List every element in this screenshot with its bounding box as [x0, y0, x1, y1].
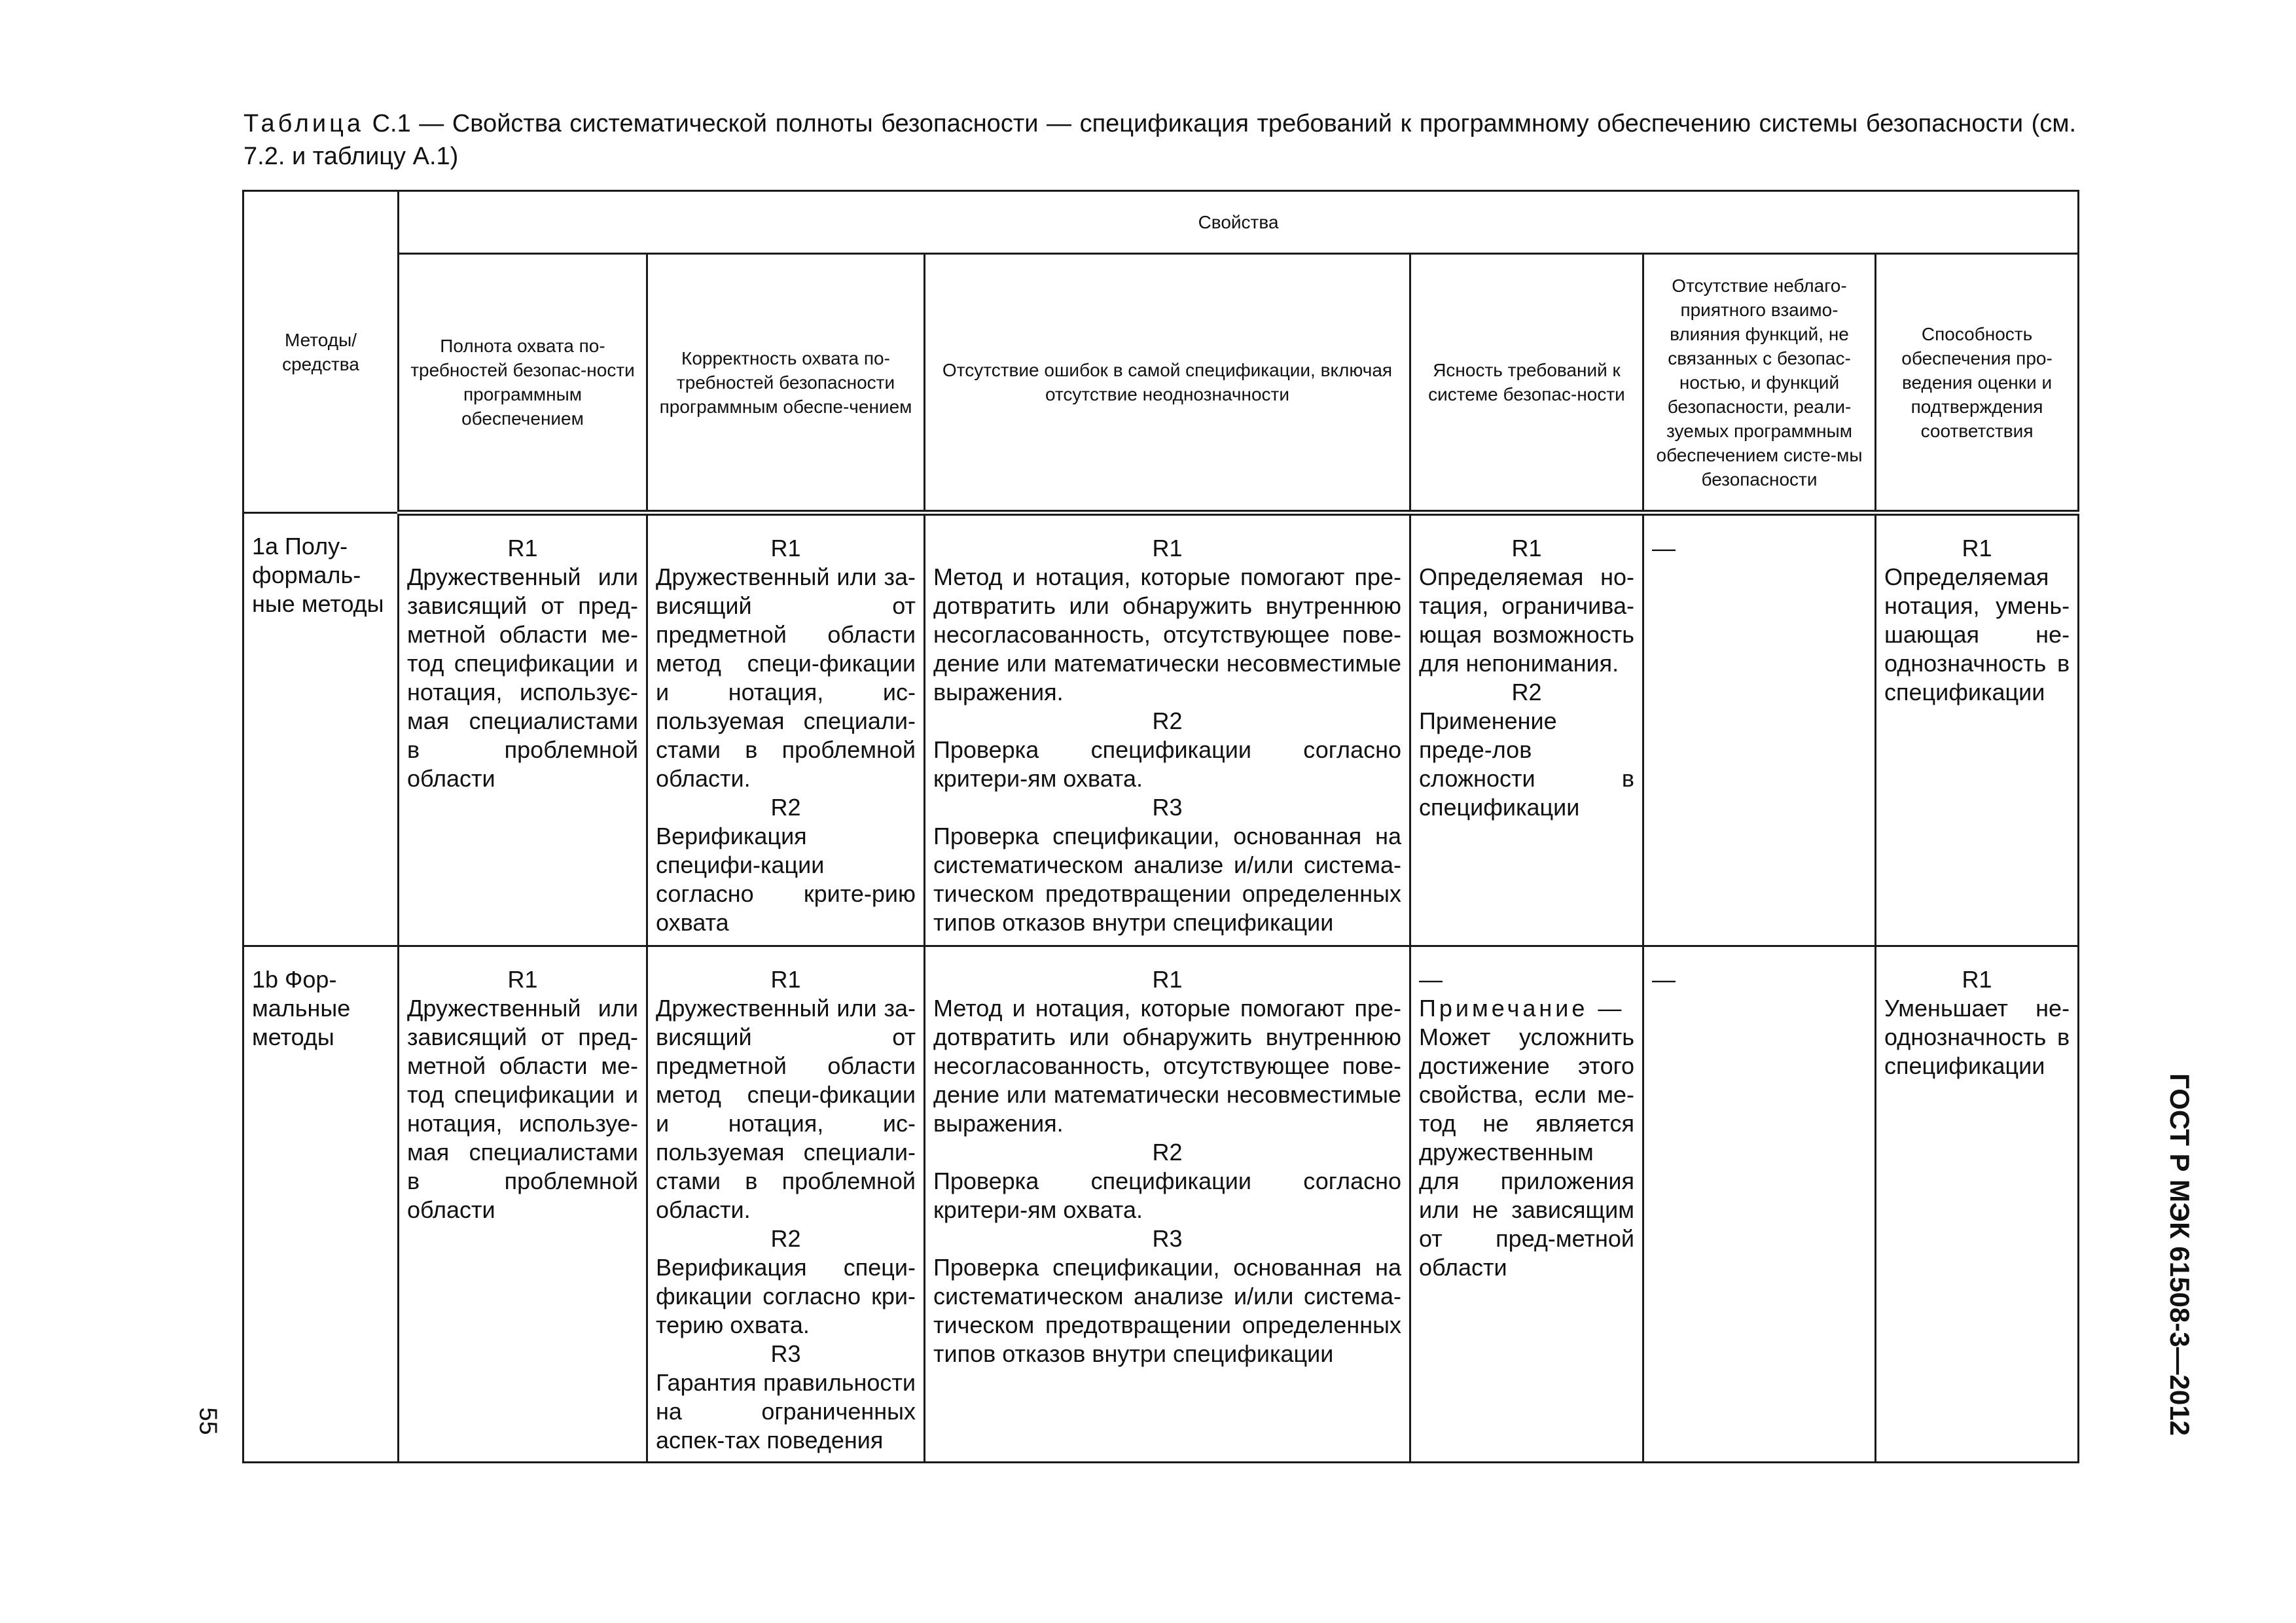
cell-text: Дружественный или за-висящий от предметной области метод специ-фикации и нотация, ис-пользуемая специали-стами в проблемной области.: [656, 563, 916, 792]
rating: R1: [1962, 535, 1992, 562]
row-method: 1a Полу-формаль-ные методы: [243, 513, 399, 946]
cell-text: Верификация специ-фикации согласно кри-терию охвата.: [656, 1254, 916, 1338]
cell-text: Метод и нотация, которые помогают пре-дотвратить или обнаружить внутреннюю несогласованность, отсутствующее пове-дение или математически несовместимые выражения.: [933, 995, 1401, 1137]
cell-text: Верификация специфи-кации согласно крите-рию охвата: [656, 823, 916, 936]
document-side-title: ГОСТ Р МЭК 61508-3—2012: [2164, 1073, 2195, 1436]
cell-text: Определяемая нотация, умень-шающая не-однозначность в спецификации: [1884, 563, 2070, 705]
cell-text: Проверка спецификации согласно критери-ям охвата.: [933, 736, 1401, 792]
rating: R2: [1152, 707, 1183, 734]
note-label: Примечание —: [1419, 995, 1625, 1022]
cell-text: Применение преде-лов сложности в спецификации: [1419, 707, 1634, 821]
rating: R1: [1511, 535, 1542, 562]
rating: R3: [770, 1340, 801, 1367]
table-cell: [1643, 513, 1876, 946]
rating: R1: [1152, 535, 1183, 562]
table-cell: [925, 946, 1410, 1463]
rating: R1: [507, 966, 538, 993]
header-col-completeness: Полнота охвата по-требностей безопас-ности программным обеспечением: [399, 254, 647, 513]
rating: R1: [507, 535, 538, 562]
header-col-assessment: Способность обеспечения про-ведения оценки и подтверждения соответствия: [1876, 254, 2079, 513]
cell-text: Проверка спецификации, основанная на систематическом анализе и/или система-тическом предотвращении определенных типов отказов внутри спецификации: [933, 1254, 1401, 1367]
page-number: 55: [194, 1407, 222, 1435]
dash: —: [1652, 535, 1676, 562]
header-col-freedom-from-interference: Отсутствие неблаго-приятного взаимо-влияния функций, не связанных с безопас-ностью, и функций безопасности, реали-зуемых программным обеспечением систе-мы безопасности: [1643, 254, 1876, 513]
cell-text: Уменьшает не-однозначность в спецификации: [1884, 995, 2070, 1079]
dash: —: [1652, 966, 1676, 993]
rating: R2: [770, 794, 801, 821]
header-col-freedom-from-faults: Отсутствие ошибок в самой спецификации, включая отсутствие неоднозначности: [925, 254, 1410, 513]
table-cell: [1643, 946, 1876, 1463]
dash: —: [1419, 966, 1443, 993]
cell-text: Может усложнить достижение этого свойства, если ме-тод не является дружественным для приложения или не зависящим от пред-метной области: [1419, 1024, 1634, 1281]
header-properties: Свойства: [399, 191, 2079, 254]
properties-table: [242, 190, 2079, 1463]
table-cell: [1410, 946, 1643, 1463]
table-cell: [1876, 513, 2079, 946]
cell-text: Дружественный или за-висящий от предметной области метод специ-фикации и нотация, ис-пользуемая специали-стами в проблемной области.: [656, 995, 916, 1223]
caption-text: C.1 — Свойства систематической полноты безопасности — спецификация требований к программному обеспечению системы безопасности (см. 7.2. и таблицу A.1): [243, 110, 2076, 170]
header-col-understandability: Ясность требований к системе безопас-ности: [1410, 254, 1643, 513]
table-row: [243, 946, 2079, 1463]
row-method: 1b Фор-мальные методы: [243, 946, 399, 1463]
rating: R2: [770, 1225, 801, 1252]
cell-text: Проверка спецификации, основанная на систематическом анализе и/или система-тическом предотвращении определенных типов отказов внутри спецификации: [933, 823, 1401, 936]
rating: R1: [1152, 966, 1183, 993]
table-row: [243, 513, 2079, 946]
header-methods: Методы/ средства: [243, 191, 399, 513]
cell-text: Дружественный или зависящий от пред-метной области ме-тод спецификации и нотация, использує-мая специалистами в проблемной области: [407, 563, 638, 792]
table-cell: [925, 513, 1410, 946]
table-caption: [243, 107, 2076, 173]
table-cell: [647, 946, 925, 1463]
table-cell: [1876, 946, 2079, 1463]
cell-text: Гарантия правильности на ограниченных аспек-тах поведения: [656, 1369, 916, 1454]
rating: R1: [770, 966, 801, 993]
rating: R3: [1152, 794, 1183, 821]
cell-text: Метод и нотация, которые помогают пре-дотвратить или обнаружить внутреннюю несогласованность, отсутствующее пове-дение или математически несовместимые выражения.: [933, 563, 1401, 705]
rating: R3: [1152, 1225, 1183, 1252]
rating: R2: [1152, 1139, 1183, 1166]
rating: R2: [1511, 679, 1542, 705]
table-cell: [1410, 513, 1643, 946]
cell-text: Проверка спецификации согласно критери-ям охвата.: [933, 1168, 1401, 1223]
rating: R1: [770, 535, 801, 562]
table-cell: [399, 513, 647, 946]
caption-label: Таблица: [243, 110, 364, 137]
header-col-correctness: Корректность охвата по-требностей безопасности программным обеспе-чением: [647, 254, 925, 513]
table-cell: [399, 946, 647, 1463]
cell-text: Определяемая но-тация, ограничива-ющая возможность для непонимания.: [1419, 563, 1634, 677]
cell-text: Дружественный или зависящий от пред-метной области ме-тод спецификации и нотация, используе-мая специалистами в проблемной области: [407, 995, 638, 1223]
table-cell: [647, 513, 925, 946]
rating: R1: [1962, 966, 1992, 993]
